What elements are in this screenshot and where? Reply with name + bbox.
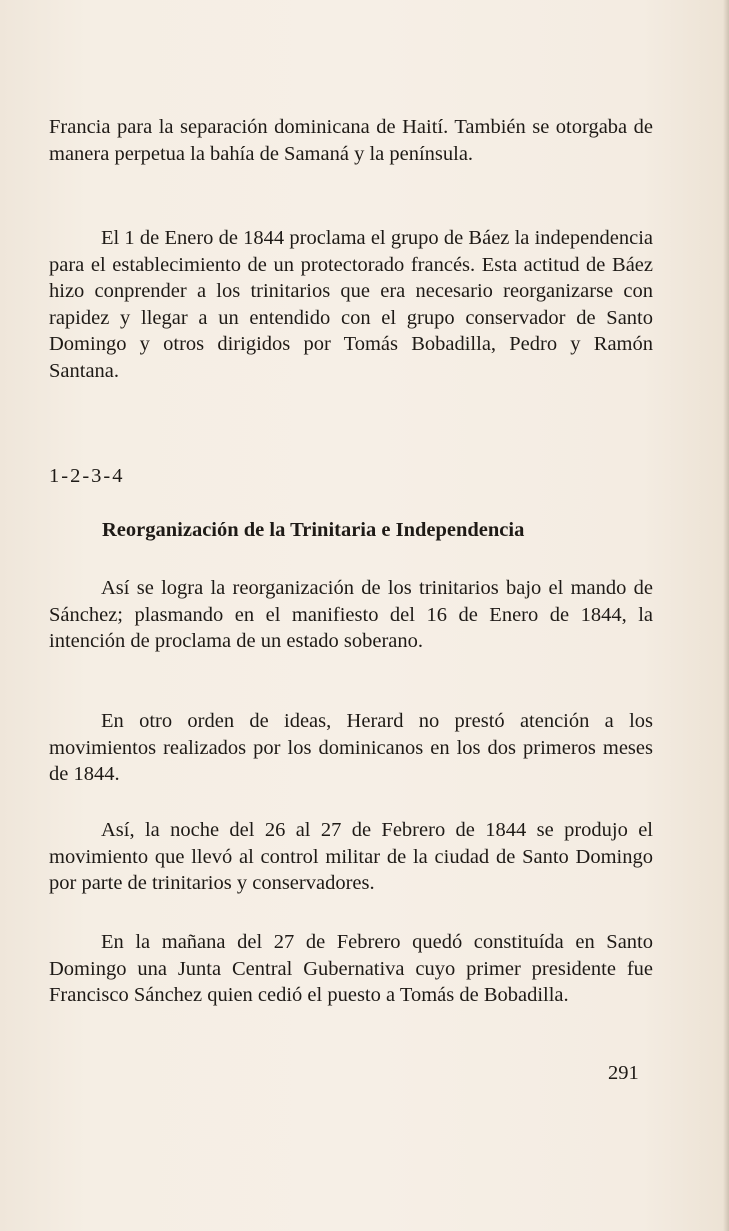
- section-paragraph-1: Así se logra la reorganización de los trinitarios bajo el mando de Sánchez; plasmando en el manifiesto del 16 de Enero de 1844, la intención de proclama de un estado soberano.: [49, 577, 653, 652]
- section-paragraph-2: En otro orden de ideas, Herard no prestó atención a los movimientos realizados por los dominicanos en los dos primeros meses de 1844.: [49, 710, 653, 785]
- section-title: Reorganización de la Trinitaria e Independencia: [102, 519, 525, 541]
- page-number: 291: [608, 1062, 639, 1084]
- page-edge-shadow: [723, 0, 729, 1231]
- paragraph-1: Francia para la separación dominicana de Haití. También se otorgaba de manera perpetua la bahía de Samaná y la península.: [49, 116, 653, 165]
- section-paragraph-4: En la mañana del 27 de Febrero quedó constituída en Santo Domingo una Junta Central Gubernativa cuyo primer presidente fue Francisco Sánchez quien cedió el puesto a Tomás de Bobadilla.: [49, 931, 653, 1006]
- section-paragraph-3: Así, la noche del 26 al 27 de Febrero de 1844 se produjo el movimiento que llevó al control militar de la ciudad de Santo Domingo por parte de trinitarios y conservadores.: [49, 819, 653, 894]
- section-number: 1-2-3-4: [49, 465, 125, 487]
- paragraph-2: El 1 de Enero de 1844 proclama el grupo de Báez la independencia para el establecimiento de un protectorado francés. Esta actitud de Báez hizo conprender a los trinitarios que era necesario reorganizarse con rapidez y llegar a un entendido con el grupo conservador de Santo Domingo y otros dirigidos por Tomás Bobadilla, Pedro y Ramón Santana.: [49, 227, 653, 382]
